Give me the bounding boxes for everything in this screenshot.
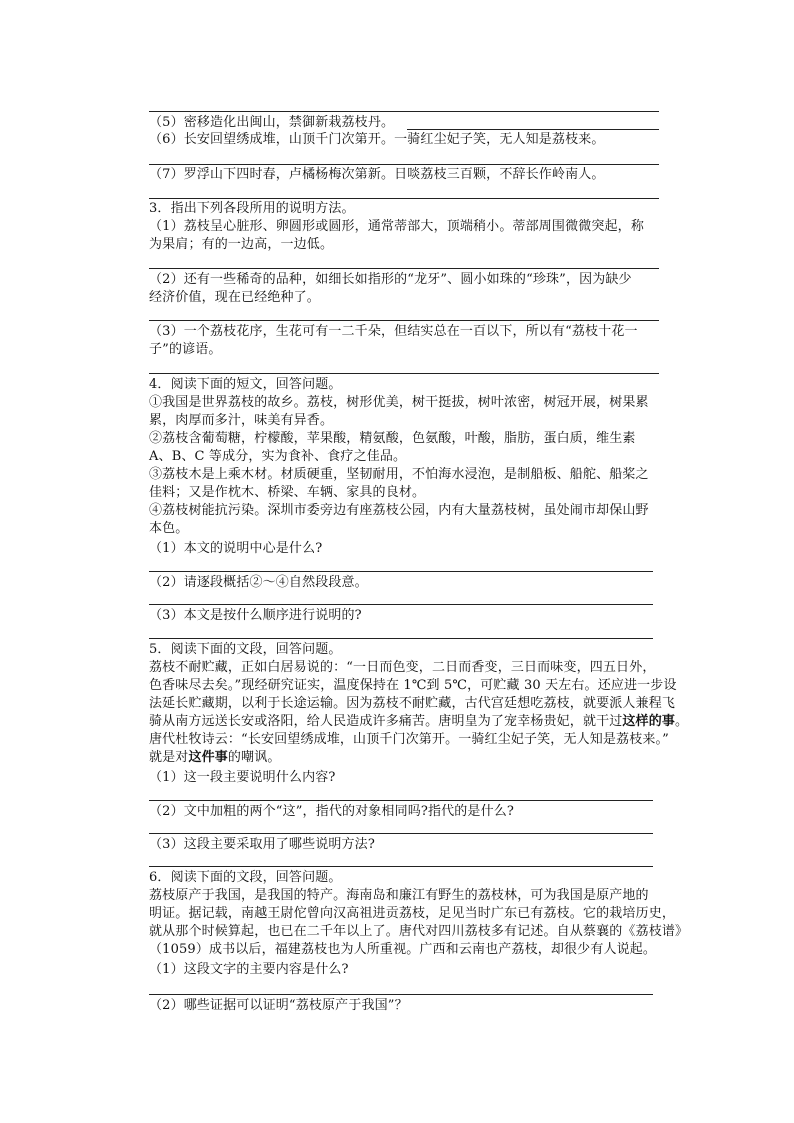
answer-line — [149, 320, 659, 321]
answer-line — [149, 373, 659, 374]
answer-line — [149, 994, 653, 995]
answer-line — [149, 866, 653, 867]
bold-phrase: 这样的事 — [622, 714, 676, 729]
q3-item-1-cont: 为果肩；有的一边高，一边低。 — [149, 237, 334, 252]
q6-sub-1: （1）这段文字的主要内容是什么? — [149, 962, 349, 977]
passage4-para4: ④荔枝树能抗污染。深圳市委旁边有座荔枝公园，内有大量荔枝树，虽处闹市却保山野 — [149, 503, 649, 518]
q3-item-3-cont: 子”的谚语。 — [149, 342, 222, 357]
poem-line-5: （5）密移造化出闽山，禁御新栽荔枝丹。 — [149, 115, 395, 130]
q6-sub-2: （2）哪些证据可以证明“荔枝原产于我国”？ — [149, 998, 408, 1013]
bold-phrase: 这件事 — [188, 750, 228, 765]
q3-item-3: （3）一个荔枝花序，生花可有一二千朵，但结实总在一百以下，所以有“荔枝十花一 — [149, 324, 638, 339]
question-6-heading: 6．阅读下面的文段，回答问题。 — [149, 870, 342, 885]
poem-line-7: （7）罗浮山下四时春，卢橘杨梅次第新。日啖荔枝三百颗，不辞长作岭南人。 — [149, 167, 605, 182]
passage5-line — [149, 713, 688, 730]
answer-line — [149, 268, 659, 269]
answer-line — [149, 111, 659, 112]
q3-item-1: （1）荔枝呈心脏形、卵圆形或圆形，通常蒂部大，顶端稍小。蒂部周围微微突起，称 — [149, 219, 644, 234]
passage5-line — [149, 749, 281, 766]
passage5-line: 色香味尽去矣。”现经研究证实，温度保持在 1℃到 5℃，可贮藏 30 天左右。还应进一步设 — [149, 678, 677, 693]
q3-item-2: （2）还有一些稀奇的品种，如细长如指形的“龙牙”、圆小如珠的“珍珠”，因为缺少 — [149, 272, 632, 287]
question-4-heading: 4．阅读下面的短文，回答问题。 — [149, 377, 342, 392]
passage4-para2-cont: A、B、C 等成分，实为食补、食疗之佳品。 — [149, 449, 407, 464]
passage5-text: 就是对 — [149, 750, 189, 765]
answer-line — [149, 164, 659, 165]
answer-line — [149, 638, 653, 639]
passage5-line: 唐代杜牧诗云：“长安回望绣成堆，山顶千门次第开。一骑红尘妃子笑，无人知是荔枝来。” — [149, 732, 669, 747]
passage5-text: 。 — [675, 714, 689, 729]
question-5-heading: 5．阅读下面的文段，回答问题。 — [149, 642, 342, 657]
question-3-heading: 3．指出下列各段所用的说明方法。 — [149, 201, 355, 216]
passage4-para1-cont: 累，肉厚而多汁，味美有异香。 — [149, 413, 334, 428]
answer-line — [149, 800, 653, 801]
q4-sub-2: （2）请逐段概括②～④自然段段意。 — [149, 575, 368, 590]
passage4-para2: ②荔枝含葡萄糖，柠檬酸，苹果酸，精氨酸，色氨酸，叶酸，脂肪，蛋白质，维生素 — [149, 431, 636, 446]
passage5-line: 法延长贮藏期，以利于长途运输。因为荔枝不耐贮藏，古代宫廷想吃荔枝，就要派人兼程飞 — [149, 696, 676, 711]
passage4-para1: ①我国是世界荔枝的故乡。荔枝，树形优美，树干挺拔，树叶浓密，树冠开展，树果累 — [149, 395, 649, 410]
passage4-para3: ③荔枝木是上乘木材。材质硬重，坚韧耐用，不怕海水浸泡，是制船板、船舵、船桨之 — [149, 467, 649, 482]
q5-sub-3: （3）这段主要采取用了哪些说明方法? — [149, 837, 375, 852]
q3-item-2-cont: 经济价值，现在已经绝种了。 — [149, 290, 320, 305]
answer-line — [149, 833, 653, 834]
passage6-line: （1059）成书以后，福建荔枝也为人所重视。广西和云南也产荔枝，却很少有人说起。 — [149, 942, 657, 957]
q4-sub-3: （3）本文是按什么顺序进行说明的? — [149, 608, 362, 623]
answer-line — [149, 604, 653, 605]
answer-line — [149, 571, 653, 572]
passage6-line: 就从那个时候算起，也已在二千年以上了。唐代对四川荔枝多有记述。自从蔡襄的《荔枝谱》 — [149, 924, 689, 939]
answer-line — [407, 129, 659, 130]
passage5-text: 的嘲讽。 — [227, 750, 281, 765]
q5-sub-2: （2）文中加粗的两个“这”，指代的对象相同吗?指代的是什么? — [149, 804, 515, 819]
poem-line-6: （6）长安回望绣成堆，山顶千门次第开。一骑红尘妃子笑，无人知是荔枝来。 — [149, 132, 605, 147]
passage4-para3-cont: 佳料；又是作枕木、桥梁、车辆、家具的良材。 — [149, 485, 426, 500]
q5-sub-1: （1）这一段主要说明什么内容? — [149, 770, 336, 785]
answer-line — [149, 198, 659, 199]
passage5-line: 荔枝不耐贮藏，正如白居易说的：“一日而色变，二日而香变，三日而味变，四五日外， — [149, 660, 656, 675]
passage6-line: 明证。据记载，南越王尉佗曾向汉高祖进贡荔枝，足见当时广东已有荔枝。它的栽培历史， — [149, 906, 676, 921]
q4-sub-1: （1）本文的说明中心是什么? — [149, 541, 323, 556]
passage5-text: 骑从南方远送长安或洛阳，给人民造成许多痛苦。唐明皇为了宠幸杨贵妃，就干过 — [149, 714, 623, 729]
passage4-para4-cont: 本色。 — [149, 521, 189, 536]
passage6-line: 荔枝原产于我国，是我国的特产。海南岛和廉江有野生的荔枝林，可为我国是原产地的 — [149, 888, 649, 903]
